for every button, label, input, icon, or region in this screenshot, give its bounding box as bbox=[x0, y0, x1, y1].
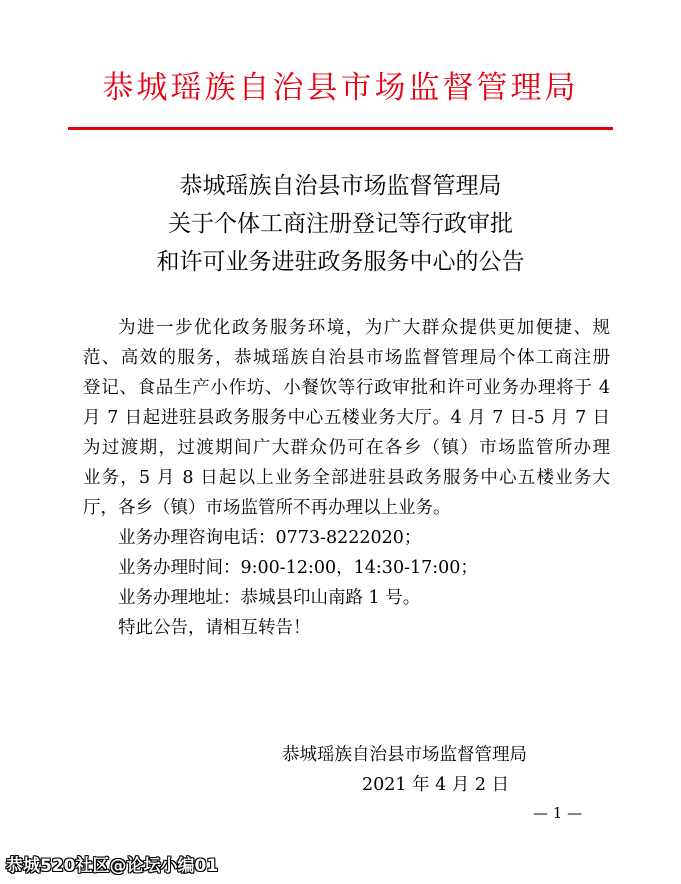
body-line: 业务，5 月 8 日起以上业务全部进驻县政务服务中心五楼业务大 bbox=[83, 468, 610, 488]
body-line: 月 7 日起进驻县政务服务中心五楼业务大厅。4 月 7 日-5 月 7 日 bbox=[83, 408, 610, 428]
title-line: 关于个体工商注册登记等行政审批 bbox=[168, 211, 513, 237]
body-line: 为过渡期，过渡期间广大群众仍可在各乡（镇）市场监管所办理 bbox=[83, 438, 610, 458]
signature-date: 2021 年 4 月 2 日 bbox=[362, 775, 510, 795]
body-line: 厅，各乡（镇）市场监管所不再办理以上业务。 bbox=[83, 498, 451, 518]
body-line: 范、高效的服务，恭城瑶族自治县市场监督管理局个体工商注册 bbox=[83, 348, 610, 368]
business-hours: 业务办理时间：9:00-12:00，14:30-17:00； bbox=[118, 558, 478, 578]
forum-watermark: 恭城520社区@论坛小编01 bbox=[6, 856, 219, 876]
masthead-title: 恭城瑶族自治县市场监督管理局 bbox=[102, 70, 579, 106]
contact-phone: 业务办理咨询电话：0773-8222020； bbox=[118, 528, 422, 548]
closing-remark: 特此公告，请相互转告！ bbox=[118, 618, 311, 638]
notice-body bbox=[83, 313, 610, 643]
title-line: 和许可业务进驻政务服务中心的公告 bbox=[156, 249, 525, 275]
signature-org: 恭城瑶族自治县市场监督管理局 bbox=[282, 745, 527, 765]
red-divider bbox=[68, 127, 613, 130]
body-line: 登记、食品生产小作坊、小餐饮等行政审批和许可业务办理将于 4 bbox=[83, 378, 610, 398]
title-line: 恭城瑶族自治县市场监督管理局 bbox=[179, 173, 502, 199]
notice-title bbox=[0, 167, 681, 281]
office-address: 业务办理地址：恭城县印山南路 1 号。 bbox=[118, 588, 421, 608]
body-line: 为进一步优化政务服务环境，为广大群众提供更加便捷、规 bbox=[118, 318, 610, 338]
page-number: — 1 — bbox=[533, 804, 583, 822]
